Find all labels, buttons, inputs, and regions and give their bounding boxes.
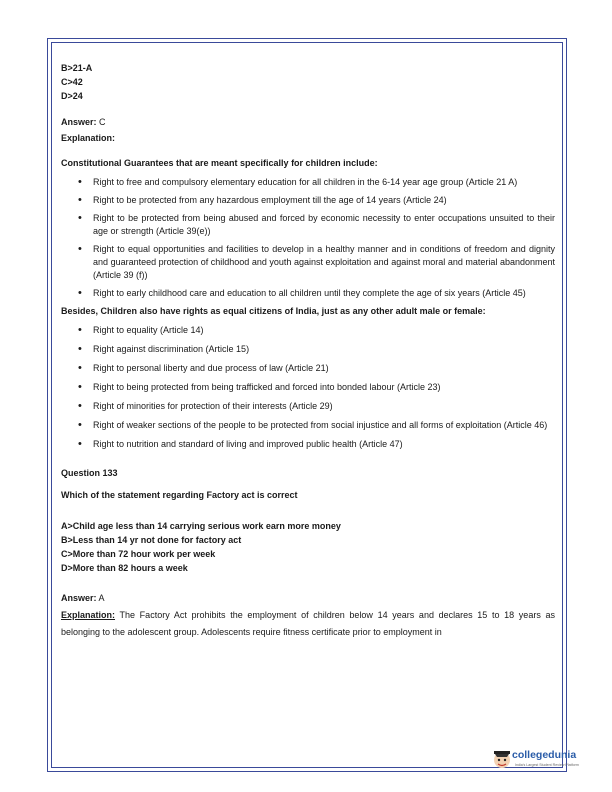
section1-heading: Constitutional Guarantees that are meant specifically for children include:	[61, 158, 378, 168]
mascot-icon	[491, 748, 513, 770]
list-item: • Right to early childhood care and education to all children until they complete the age of six years (Article 45)	[61, 287, 555, 300]
list-item: • Right to being protected from being trafficked and forced into bonded labour (Article 23)	[61, 381, 555, 394]
answer-line	[61, 116, 555, 129]
question-text: Which of the statement regarding Factory act is correct	[61, 490, 298, 500]
list-item: • Right of minorities for protection of their interests (Article 29)	[61, 400, 555, 413]
option-b: B>Less than 14 yr not done for factory act	[61, 535, 242, 545]
explanation2-label: Explanation:	[61, 610, 116, 620]
logo-tagline: India's Largest Student Review Platform	[515, 763, 579, 767]
document-content	[61, 62, 555, 641]
list-item: • Right to nutrition and standard of living and improved public health (Article 47)	[61, 438, 555, 451]
collegedunia-logo	[491, 748, 579, 772]
list-item: • Right to free and compulsory elementary education for all children in the 6-14 year age group (Article 21 A)	[61, 176, 555, 189]
list-item: • Right to be protected from any hazardous employment till the age of 14 years (Article 24)	[61, 194, 555, 207]
option-a: A>Child age less than 14 carrying serious work earn more money	[61, 521, 341, 531]
option-d: D>24	[61, 91, 83, 101]
option-c: C>More than 72 hour work per week	[61, 549, 216, 559]
answer2-line	[61, 592, 555, 605]
option-d: D>More than 82 hours a week	[61, 563, 188, 573]
section2-heading: Besides, Children also have rights as equal citizens of India, just as any other adult male or female:	[61, 306, 486, 316]
answer-value: C	[96, 117, 106, 127]
explanation2-text: The Factory Act prohibits the employment of children below 14 years and declares 15 to 18 years as belonging to the adolescent group. Adolescents require fitness certificate prior to employment in	[61, 610, 555, 637]
option-b: B>21-A	[61, 63, 93, 73]
explanation2-paragraph	[61, 607, 555, 641]
answer2-value: A	[96, 593, 105, 603]
answer2-label: Answer:	[61, 593, 97, 603]
list-item: • Right to equal opportunities and facilities to develop in a healthy manner and in conditions of freedom and dignity and guaranteed protection of childhood and youth against exploitation and against moral and material abandonment (Article 39 (f))	[61, 243, 555, 282]
answer-label: Answer:	[61, 117, 97, 127]
previous-question-options	[61, 62, 555, 104]
explanation-label: Explanation:	[61, 133, 116, 143]
question-options	[61, 520, 555, 576]
question-title: Question 133	[61, 468, 118, 478]
list-item: • Right to personal liberty and due process of law (Article 21)	[61, 362, 555, 375]
logo-text: collegedunia	[512, 749, 577, 761]
list-item: • Right to equality (Article 14)	[61, 324, 555, 337]
list-item: • Right of weaker sections of the people to be protected from social injustice and all forms of exploitation (Article 46)	[61, 419, 555, 432]
section1-list	[61, 176, 555, 300]
section2-list	[61, 324, 555, 451]
list-item: • Right against discrimination (Article 15)	[61, 343, 555, 356]
option-c: C>42	[61, 77, 83, 87]
list-item: • Right to be protected from being abused and forced by economic necessity to enter occupations unsuited to their age or strength (Article 39(e))	[61, 212, 555, 238]
